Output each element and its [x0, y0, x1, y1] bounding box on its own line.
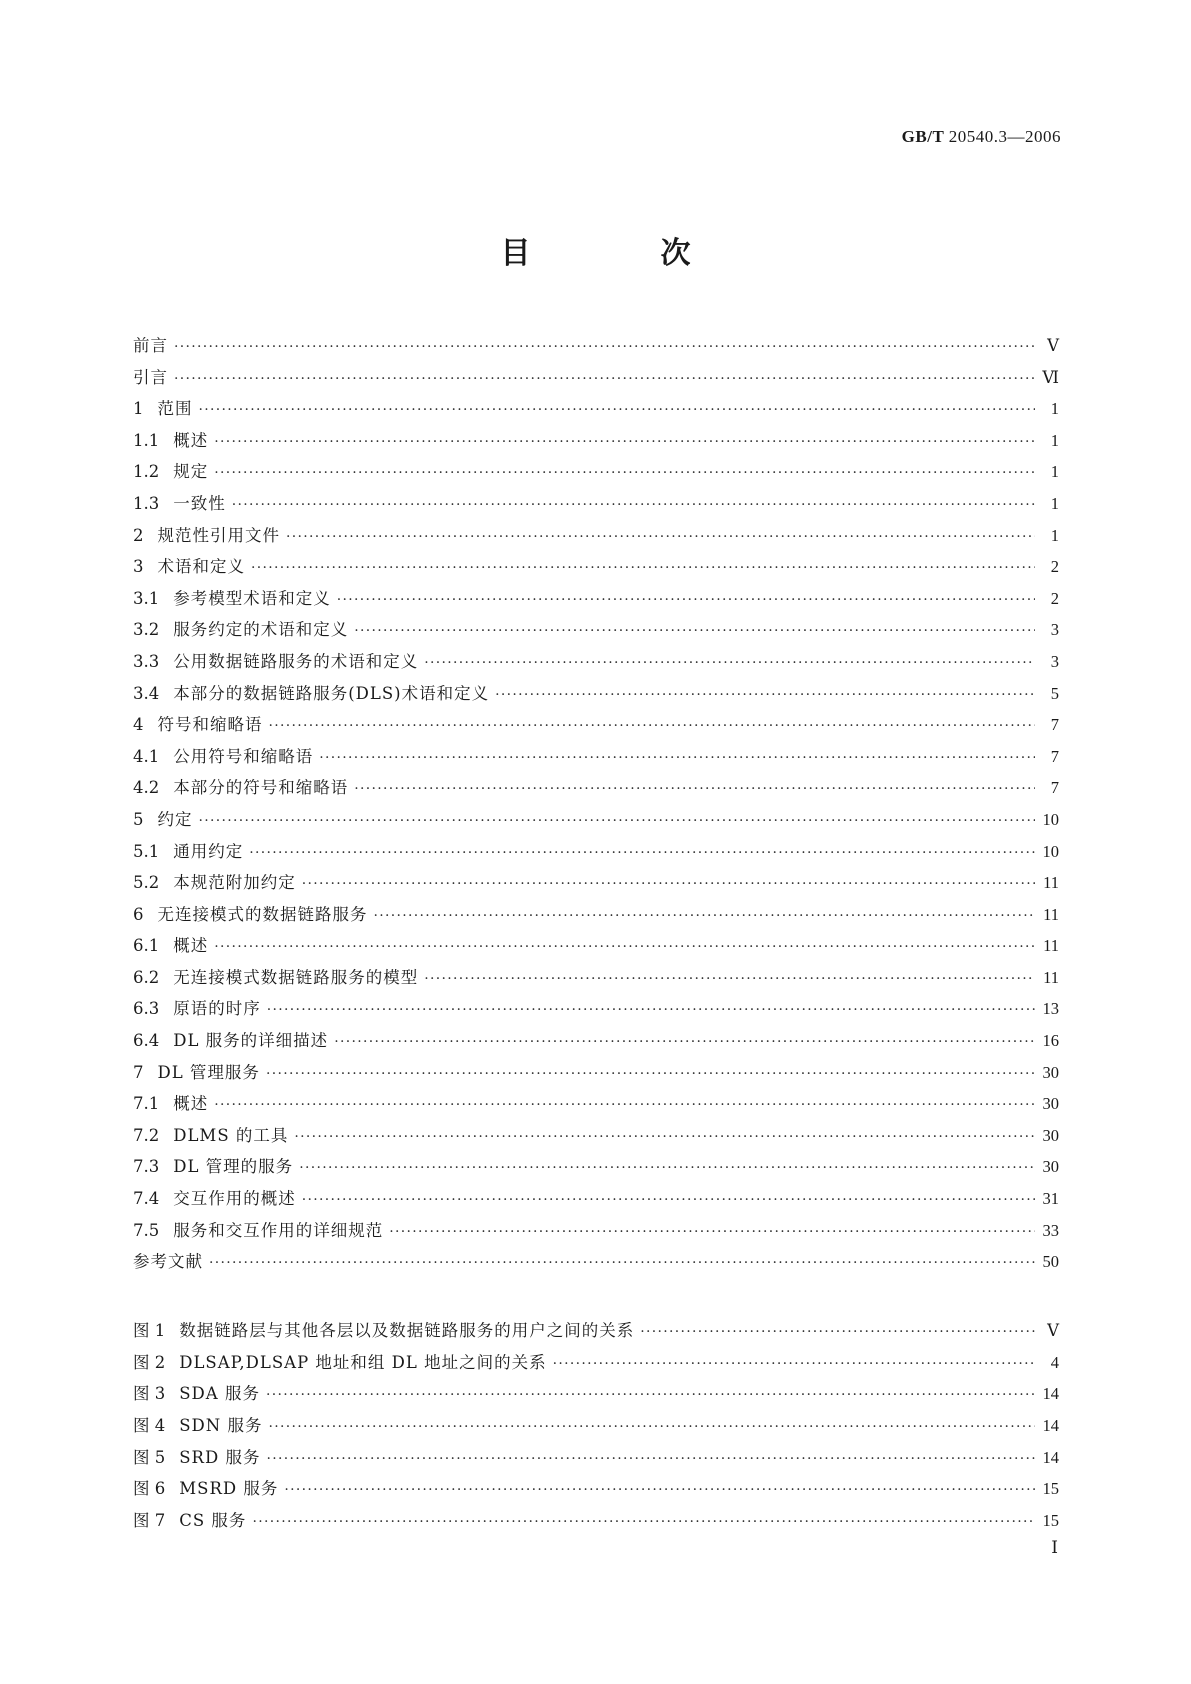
dot-leader: [199, 402, 1036, 418]
toc-entry-number: 7: [133, 1062, 144, 1082]
toc-entry-page: 1: [1050, 525, 1059, 545]
dot-leader: [424, 971, 1035, 987]
toc-entry-label: [133, 1185, 296, 1209]
toc-entry-label: [133, 1248, 203, 1272]
figure-entry-text: CS 服务: [179, 1511, 247, 1531]
toc-entry-text: 规范性引用文件: [157, 525, 280, 545]
toc-entry-text: 参考文献: [133, 1252, 203, 1272]
toc-entry-page: 7: [1050, 715, 1059, 735]
dot-leader: [640, 1324, 1035, 1340]
list-of-figures: [133, 1317, 1059, 1539]
toc-entry-label: [133, 616, 348, 640]
toc-entry-label: [133, 1027, 328, 1051]
toc-entry-text: 前言: [133, 336, 168, 355]
toc-entry-number: 6.1: [133, 936, 160, 956]
figure-entry-label: [133, 1349, 547, 1373]
toc-entry-page: 11: [1043, 967, 1059, 987]
toc-entry-page: 16: [1042, 1031, 1059, 1051]
standard-prefix: GB/T: [901, 127, 944, 146]
dot-leader: [174, 371, 1035, 387]
figure-entry-label: [133, 1317, 634, 1341]
toc-entry[interactable]: [133, 458, 1059, 490]
toc-entry-page: 7: [1050, 746, 1059, 766]
dot-leader: [553, 1356, 1035, 1372]
dot-leader: [214, 465, 1035, 481]
toc-entry[interactable]: [133, 648, 1059, 680]
toc-entry-text: DLMS 的工具: [173, 1125, 289, 1145]
dot-leader: [266, 1066, 1035, 1082]
toc-entry-page: 30: [1042, 1062, 1059, 1082]
dot-leader: [389, 1224, 1035, 1240]
toc-entry-page: 10: [1042, 841, 1059, 861]
toc-entry-label: [133, 1090, 208, 1114]
dot-leader: [302, 876, 1035, 892]
toc-entry-text: 概述: [173, 430, 209, 450]
figure-entry[interactable]: [133, 1349, 1059, 1381]
toc-entry-label: [133, 648, 418, 672]
toc-entry-label: [133, 680, 489, 704]
toc-entry[interactable]: [133, 838, 1059, 870]
dot-leader: [209, 1255, 1035, 1271]
toc-entry-number: 6.4: [133, 1031, 160, 1051]
toc-entry-text: 公用数据链路服务的术语和定义: [173, 651, 419, 671]
toc-entry-text: 无连接模式的数据链路服务: [157, 904, 368, 924]
figure-entry-label: [133, 1380, 260, 1404]
toc-entry-text: 本规范附加约定: [173, 873, 296, 893]
toc-entry[interactable]: [133, 901, 1059, 933]
toc-entry-text: DL 管理服务: [157, 1062, 260, 1082]
toc-entry[interactable]: [133, 964, 1059, 996]
dot-leader: [424, 655, 1035, 671]
dot-leader: [268, 1419, 1035, 1435]
toc-entry[interactable]: [133, 806, 1059, 838]
toc-entry-label: [133, 490, 226, 514]
figure-entry-text: 数据链路层与其他各层以及数据链路服务的用户之间的关系: [179, 1321, 635, 1340]
figure-entry-number: 图 7: [133, 1511, 166, 1531]
toc-entry-text: 参考模型术语和定义: [173, 588, 331, 608]
toc-entry[interactable]: [133, 553, 1059, 585]
dot-leader: [374, 908, 1036, 924]
toc-entry-number: 2: [133, 525, 144, 545]
toc-entry-page: 1: [1050, 462, 1059, 482]
toc-entry[interactable]: [133, 1059, 1059, 1091]
toc-entry-label: [133, 364, 168, 388]
dot-leader: [337, 592, 1035, 608]
dot-leader: [286, 529, 1035, 545]
toc-entry-page: 1: [1050, 493, 1059, 513]
toc-entry-page: 31: [1042, 1189, 1059, 1209]
toc-entry-text: 无连接模式数据链路服务的模型: [173, 967, 419, 987]
dot-leader: [266, 1387, 1035, 1403]
figure-entry-text: DLSAP,DLSAP 地址和组 DL 地址之间的关系: [179, 1352, 547, 1372]
dot-leader: [251, 560, 1035, 576]
figure-entry-page: 14: [1042, 1416, 1059, 1436]
figure-entry-number: 图 1: [133, 1321, 166, 1340]
toc-entry-text: 一致性: [173, 493, 226, 513]
figure-entry-page: 14: [1042, 1384, 1059, 1404]
toc-entry-label: [133, 522, 280, 546]
dot-leader: [495, 687, 1035, 703]
page-number: Ⅰ: [1051, 1538, 1058, 1557]
toc-entry-number: 1.3: [133, 493, 160, 513]
toc-entry-text: 通用约定: [173, 841, 244, 861]
toc-entry-page: Ⅵ: [1042, 367, 1059, 387]
toc-entry-label: [133, 395, 193, 419]
toc-entry-number: 7.1: [133, 1094, 160, 1114]
toc-entry-label: [133, 332, 168, 356]
toc-entry-label: [133, 932, 208, 956]
toc-entry-text: 规定: [173, 462, 209, 482]
toc-entry-text: 本部分的符号和缩略语: [173, 778, 349, 798]
toc-entry-number: 3: [133, 557, 144, 577]
figure-entry-label: [133, 1412, 262, 1436]
toc-entry[interactable]: [133, 869, 1059, 901]
figure-entry-number: 图 5: [133, 1447, 166, 1467]
toc-entry-text: 服务约定的术语和定义: [173, 620, 349, 640]
toc-entry-page: 33: [1042, 1220, 1059, 1240]
toc-entry-number: 5.1: [133, 841, 160, 861]
toc-entry-text: 约定: [157, 809, 193, 829]
toc-entry-label: [133, 806, 193, 830]
toc-entry-number: 7.3: [133, 1157, 160, 1177]
figure-entry-text: SDA 服务: [179, 1384, 260, 1404]
toc-entry-label: [133, 427, 208, 451]
toc-entry-text: 术语和定义: [157, 557, 245, 577]
toc-entry-label: [133, 838, 243, 862]
toc-entry-number: 6.2: [133, 967, 160, 987]
toc-entry-number: 6.3: [133, 999, 160, 1019]
toc-entry-number: 3.2: [133, 620, 160, 640]
toc-entry-number: 5.2: [133, 873, 160, 893]
figure-entry-page: 14: [1042, 1447, 1059, 1467]
figure-entry-number: 图 4: [133, 1416, 166, 1436]
dot-leader: [214, 1097, 1035, 1113]
toc-entry-page: 11: [1043, 904, 1059, 924]
toc-entry-label: [133, 1059, 260, 1083]
toc-entry-page: 30: [1042, 1125, 1059, 1145]
toc-entry[interactable]: [133, 364, 1059, 396]
dot-leader: [319, 750, 1035, 766]
dot-leader: [284, 1482, 1035, 1498]
dot-leader: [267, 1002, 1035, 1018]
dot-leader: [232, 497, 1035, 513]
figure-entry-label: [133, 1475, 278, 1499]
table-of-contents: [133, 332, 1059, 1280]
toc-entry-label: [133, 1122, 288, 1146]
standard-number: 20540.3—2006: [948, 127, 1061, 146]
dot-leader: [334, 1034, 1035, 1050]
dot-leader: [354, 781, 1035, 797]
toc-entry-label: [133, 1217, 383, 1241]
toc-entry-number: 4.2: [133, 778, 160, 798]
toc-entry-page: 7: [1050, 778, 1059, 798]
figure-entry-page: 4: [1050, 1352, 1059, 1372]
toc-entry-label: [133, 964, 418, 988]
toc-entry[interactable]: [133, 1248, 1059, 1280]
toc-entry-text: 概述: [173, 1094, 209, 1114]
toc-entry[interactable]: [133, 332, 1059, 364]
figure-entry-page: 15: [1042, 1511, 1059, 1531]
toc-entry[interactable]: [133, 774, 1059, 806]
figure-entry-page: 15: [1042, 1479, 1059, 1499]
toc-entry-number: 1.2: [133, 462, 160, 482]
toc-entry-text: 原语的时序: [173, 999, 261, 1019]
dot-leader: [252, 1514, 1035, 1530]
toc-entry-number: 5: [133, 809, 144, 829]
toc-entry[interactable]: [133, 932, 1059, 964]
toc-entry-page: 2: [1050, 557, 1059, 577]
figure-entry[interactable]: [133, 1507, 1059, 1539]
toc-entry-number: 1: [133, 399, 144, 419]
figure-entry[interactable]: [133, 1380, 1059, 1412]
toc-entry[interactable]: [133, 995, 1059, 1027]
toc-entry-label: [133, 711, 263, 735]
toc-entry-page: 1: [1050, 430, 1059, 450]
toc-entry-number: 4: [133, 715, 144, 735]
toc-entry[interactable]: [133, 1153, 1059, 1185]
toc-entry-page: Ⅴ: [1047, 336, 1059, 355]
toc-entry-text: 公用符号和缩略语: [173, 746, 314, 766]
toc-entry-number: 6: [133, 904, 144, 924]
toc-entry[interactable]: [133, 490, 1059, 522]
toc-entry-label: [133, 995, 261, 1019]
toc-entry-label: [133, 458, 208, 482]
dot-leader: [214, 434, 1035, 450]
toc-entry-text: DL 服务的详细描述: [173, 1031, 329, 1051]
toc-entry-text: DL 管理的服务: [173, 1157, 294, 1177]
toc-entry[interactable]: [133, 585, 1059, 617]
toc-entry-number: 7.2: [133, 1125, 160, 1145]
toc-entry-number: 1.1: [133, 430, 160, 450]
toc-entry-page: 2: [1050, 588, 1059, 608]
figure-entry[interactable]: [133, 1317, 1059, 1349]
toc-entry[interactable]: [133, 1185, 1059, 1217]
toc-entry-label: [133, 553, 245, 577]
toc-entry-page: 50: [1042, 1252, 1059, 1272]
toc-entry[interactable]: [133, 1217, 1059, 1249]
toc-entry-label: [133, 774, 348, 798]
dot-leader: [354, 623, 1035, 639]
figure-entry-label: [133, 1507, 246, 1531]
toc-entry-label: [133, 743, 313, 767]
toc-entry-page: 11: [1043, 873, 1059, 893]
toc-entry-page: 11: [1043, 936, 1059, 956]
toc-entry-page: 1: [1050, 399, 1059, 419]
dot-leader: [214, 939, 1035, 955]
dot-leader: [174, 339, 1035, 355]
toc-entry[interactable]: [133, 743, 1059, 775]
dot-leader: [249, 845, 1035, 861]
toc-entry-label: [133, 585, 331, 609]
toc-entry-page: 13: [1042, 999, 1059, 1019]
toc-entry-number: 3.4: [133, 683, 160, 703]
toc-entry-number: 3.1: [133, 588, 160, 608]
figure-entry-text: MSRD 服务: [179, 1479, 279, 1499]
dot-leader: [294, 1129, 1035, 1145]
figure-entry[interactable]: [133, 1444, 1059, 1476]
toc-entry-text: 本部分的数据链路服务(DLS)术语和定义: [173, 683, 490, 703]
toc-entry-number: 7.5: [133, 1220, 160, 1240]
toc-entry-text: 引言: [133, 367, 168, 387]
toc-entry-page: 3: [1050, 651, 1059, 671]
figure-entry-label: [133, 1444, 260, 1468]
toc-entry[interactable]: [133, 522, 1059, 554]
toc-entry-page: 3: [1050, 620, 1059, 640]
toc-entry[interactable]: [133, 1090, 1059, 1122]
toc-entry-page: 10: [1042, 809, 1059, 829]
toc-entry[interactable]: [133, 680, 1059, 712]
toc-entry[interactable]: [133, 1122, 1059, 1154]
toc-entry-label: [133, 901, 368, 925]
dot-leader: [302, 1192, 1035, 1208]
toc-entry-label: [133, 869, 296, 893]
toc-entry-number: 3.3: [133, 651, 160, 671]
figure-entry-number: 图 6: [133, 1479, 166, 1499]
toc-entry-text: 范围: [157, 399, 193, 419]
toc-entry-page: 30: [1042, 1157, 1059, 1177]
toc-entry-number: 7.4: [133, 1189, 160, 1209]
figure-entry[interactable]: [133, 1412, 1059, 1444]
figure-entry[interactable]: [133, 1475, 1059, 1507]
toc-entry-page: 5: [1050, 683, 1059, 703]
dot-leader: [299, 1160, 1035, 1176]
dot-leader: [269, 718, 1036, 734]
dot-leader: [199, 813, 1036, 829]
figure-entry-number: 图 3: [133, 1384, 166, 1404]
toc-entry-text: 符号和缩略语: [157, 715, 263, 735]
toc-entry[interactable]: [133, 616, 1059, 648]
figure-entry-number: 图 2: [133, 1352, 166, 1372]
figure-entry-text: SDN 服务: [179, 1416, 263, 1436]
toc-entry-number: 4.1: [133, 746, 160, 766]
toc-entry-page: 30: [1042, 1094, 1059, 1114]
toc-entry-label: [133, 1153, 293, 1177]
page-title: 目 次: [500, 236, 741, 271]
toc-entry-text: 交互作用的概述: [173, 1189, 296, 1209]
toc-entry-text: 概述: [173, 936, 209, 956]
toc-entry[interactable]: [133, 395, 1059, 427]
toc-entry[interactable]: [133, 427, 1059, 459]
figure-entry-text: SRD 服务: [179, 1447, 261, 1467]
dot-leader: [266, 1451, 1035, 1467]
toc-entry-text: 服务和交互作用的详细规范: [173, 1220, 384, 1240]
toc-entry[interactable]: [133, 711, 1059, 743]
figure-entry-page: Ⅴ: [1047, 1321, 1059, 1340]
standard-code: [902, 127, 1061, 147]
toc-entry[interactable]: [133, 1027, 1059, 1059]
